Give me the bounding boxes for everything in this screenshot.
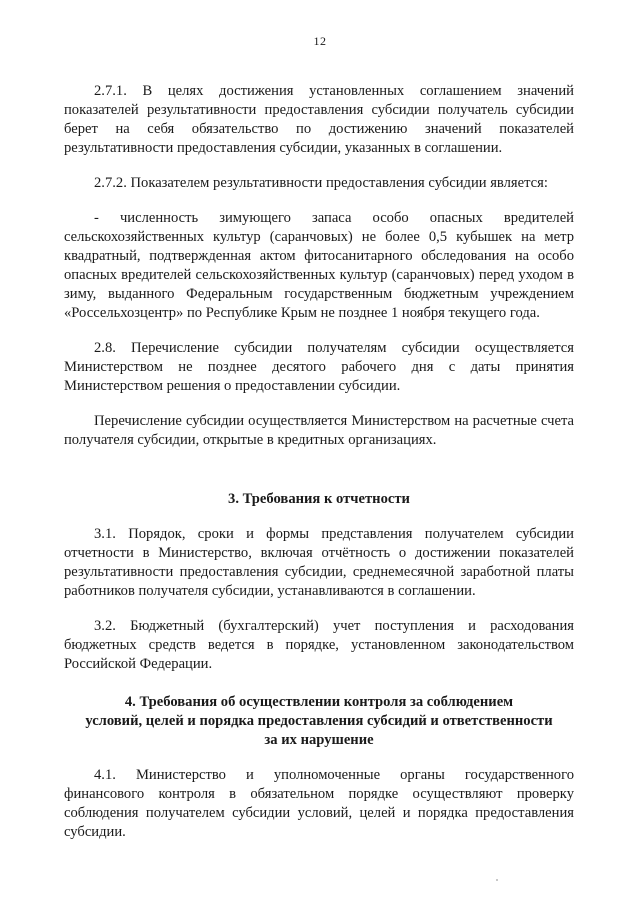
paragraph-3-1: 3.1. Порядок, сроки и формы представления получателем субсидии отчетности в Министерство, включая отчётность о достижении показателей результативности предоставления субсидии, среднемесячной заработной платы работников получателя субсидии, устанавливаются в соглашении. (64, 526, 574, 599)
spacer (64, 396, 574, 412)
spacer (64, 509, 574, 525)
paragraph-3-2: 3.2. Бюджетный (бухгалтерский) учет поступления и расходования бюджетных средств ведется в порядке, установленном законодательством Российской Федерации. (64, 618, 574, 672)
page-number: 12 (313, 34, 327, 48)
paragraph-2-8: 2.8. Перечисление субсидии получателям субсидии осуществляется Министерством не позднее десятого рабочего дня с даты принятия Министерством решения о предоставлении субсидии. (64, 340, 574, 394)
paragraph-2-7-1: 2.7.1. В целях достижения установленных соглашением значений показателей результативности предоставления субсидии получатель субсидии берет на себя обязательство по достижению значений показателей результативности предоставления субсидии, указанных в соглашении. (64, 83, 574, 156)
section-4-heading-line1: 4. Требования об осуществлении контроля за соблюдением (124, 694, 514, 710)
section-4-heading-line3: за их нарушение (264, 732, 374, 748)
section-3-heading: 3. Требования к отчетности (228, 491, 410, 507)
scan-speck (496, 879, 498, 881)
paragraph-2-7-2: 2.7.2. Показателем результативности предоставления субсидии является: (94, 175, 548, 191)
spacer (64, 450, 574, 490)
spacer (64, 601, 574, 617)
paragraph-4-1: 4.1. Министерство и уполномоченные органы государственного финансового контроля в обязательном порядке осуществляют проверку соблюдения получателем субсидии условий, целей и порядка предоставления субсидии. (64, 767, 574, 840)
bullet-indicator: - численность зимующего запаса особо опасных вредителей сельскохозяйственных культур (саранчовых) не более 0,5 кубышек на метр квадратный, подтвержденная актом фитосанитарного обследования на особо опасных вредителей сельскохозяйственных культур (саранчовых) перед уходом в зиму, выданного Федеральным государственным бюджетным учреждением «Россельхозцентр» по Республике Крым не позднее 1 ноября текущего года. (64, 210, 574, 321)
paragraph-2-8-transfer: Перечисление субсидии осуществляется Министерством на расчетные счета получателя субсидии, открытые в кредитных организациях. (64, 413, 574, 448)
spacer (64, 750, 574, 766)
section-4-heading (64, 693, 574, 750)
spacer (64, 193, 574, 209)
document-body (64, 82, 574, 842)
spacer (64, 158, 574, 174)
spacer (64, 674, 574, 693)
section-4-heading-line2: условий, целей и порядка предоставления субсидий и ответственности (85, 713, 553, 729)
spacer (64, 323, 574, 339)
